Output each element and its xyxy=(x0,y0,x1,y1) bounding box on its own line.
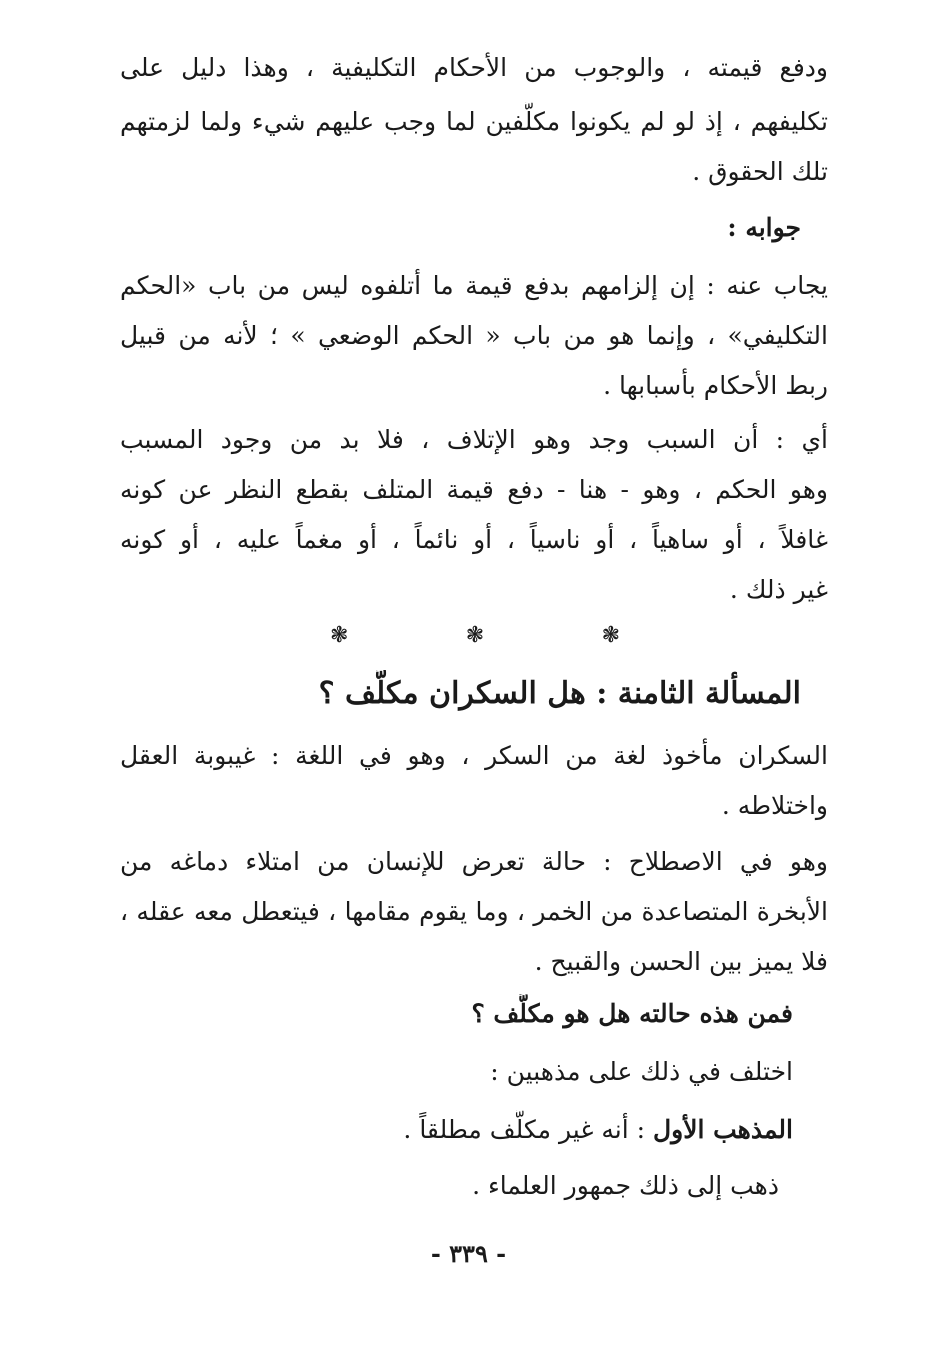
text-line: ذهب إلى ذلك جمهور العلماء . xyxy=(472,1171,779,1200)
question-heading: فمن هذه حالته هل هو مكلَّف ؟ xyxy=(471,999,793,1028)
text-line: تلك الحقوق . xyxy=(692,157,828,186)
opinion-text: : أنه غير مكلَّف مطلقاً . xyxy=(403,1115,653,1144)
text-line: الأبخرة المتصاعدة من الخمر ، وما يقوم مقامها ، فيتعطل معه عقله ، xyxy=(120,897,828,926)
ornament-icon: ❃ xyxy=(465,623,485,648)
ornament-icon: ❃ xyxy=(601,623,620,648)
text-line: اختلف في ذلك على مذهبين : xyxy=(490,1057,793,1086)
section-separator xyxy=(330,620,620,652)
text-line: غافلاً ، أو ساهياً ، أو ناسياً ، أو نائماً ، أو مغماً عليه ، أو كونه xyxy=(120,525,828,554)
text-line: التكليفي» ، وإنما هو من باب « الحكم الوضعي » ؛ لأنه من قبيل xyxy=(120,321,828,350)
text-line: وهو الحكم ، وهو - هنا - دفع قيمة المتلف بقطع النظر عن كونه xyxy=(120,475,828,504)
text-line: ودفع قيمته ، والوجوب من الأحكام التكليفية ، وهذا دليل على xyxy=(120,53,828,82)
ornament-icon: ❃ xyxy=(330,623,349,648)
opinion-line xyxy=(403,1110,793,1150)
text-line: غير ذلك . xyxy=(729,575,828,604)
section-heading: جوابه : xyxy=(727,213,801,242)
text-line: تكليفهم ، إذ لو لم يكونوا مكلَّفين لما وجب عليهم شيء ولما لزمتهم xyxy=(120,107,828,136)
chapter-title: المسألة الثامنة : هل السكران مكلَّف ؟ xyxy=(318,676,801,711)
text-line: واختلاطه . xyxy=(721,791,828,820)
opinion-label: المذهب الأول xyxy=(652,1115,793,1144)
text-line: ربط الأحكام بأسبابها . xyxy=(603,371,828,400)
text-line: يجاب عنه : إن إلزامهم بدفع قيمة ما أتلفوه ليس من باب «الحكم xyxy=(120,271,828,300)
text-line: وهو في الاصطلاح : حالة تعرض للإنسان من امتلاء دماغه من xyxy=(120,847,828,876)
page-number: - ٣٣٩ - xyxy=(430,1239,507,1268)
text-line: فلا يميز بين الحسن والقبيح . xyxy=(534,947,828,976)
text-line: السكران مأخوذ لغة من السكر ، وهو في اللغة : غيبوبة العقل xyxy=(120,741,828,770)
text-line: أي : أن السبب وجد وهو الإتلاف ، فلا بد من وجود المسبب xyxy=(120,425,828,454)
